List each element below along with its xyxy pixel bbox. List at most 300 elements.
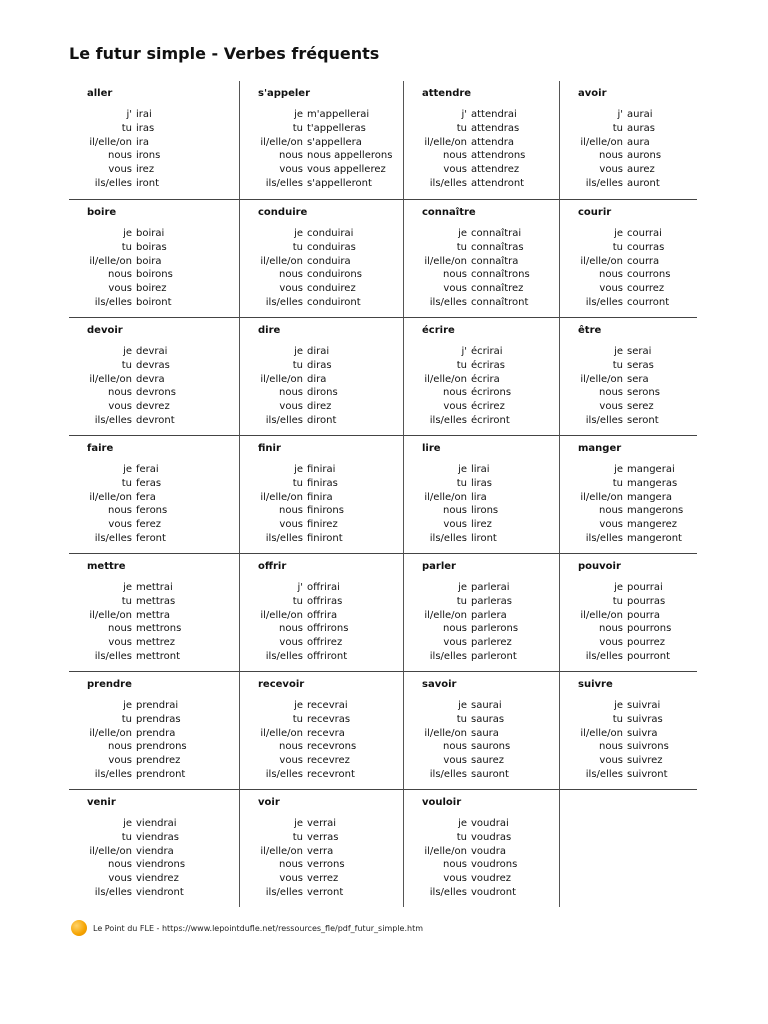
- verb-form: verrai: [307, 818, 337, 829]
- pronoun: nous: [598, 741, 623, 753]
- conjugation-line: [404, 713, 559, 727]
- verb-form: pourra: [627, 609, 660, 621]
- verb-form: lirai: [471, 464, 490, 475]
- verb-form: finiront: [307, 532, 343, 544]
- conjugation-line: [560, 227, 697, 241]
- verb-form: auront: [627, 177, 660, 189]
- verb-form: suivras: [627, 713, 663, 725]
- pronoun: il/elle/on: [580, 136, 623, 148]
- verb-cell: [559, 671, 697, 789]
- verb-form: offrirai: [307, 582, 340, 593]
- verb-form: courrai: [627, 228, 662, 239]
- pronoun: vous: [108, 401, 132, 413]
- conjugation-list: [240, 817, 403, 900]
- conjugation-line: [404, 609, 559, 623]
- verb-form: recevrez: [307, 755, 350, 767]
- conjugation-line: [560, 177, 697, 191]
- verb-form: conduirons: [307, 269, 362, 281]
- pronoun: tu: [456, 713, 467, 725]
- verb-conjugation-grid: [69, 81, 697, 907]
- verb-cell: [239, 81, 403, 199]
- pronoun: je: [458, 818, 467, 829]
- pronoun: ils/elles: [429, 532, 467, 544]
- pronoun: tu: [292, 831, 303, 843]
- pronoun: je: [458, 700, 467, 711]
- conjugation-line: [69, 504, 239, 518]
- pronoun: je: [123, 464, 132, 475]
- verb-form: recevront: [307, 768, 355, 780]
- conjugation-line: [560, 163, 697, 177]
- verb-infinitive: conduire: [258, 207, 308, 218]
- pronoun: vous: [279, 637, 303, 649]
- conjugation-line: [560, 282, 697, 296]
- pronoun: ils/elles: [265, 296, 303, 308]
- conjugation-line: [240, 740, 403, 754]
- verb-infinitive: finir: [258, 443, 281, 454]
- conjugation-line: [404, 108, 559, 122]
- conjugation-line: [240, 122, 403, 136]
- conjugation-line: [404, 268, 559, 282]
- conjugation-line: [560, 149, 697, 163]
- conjugation-line: [69, 754, 239, 768]
- pronoun: j': [126, 109, 132, 120]
- pronoun: il/elle/on: [260, 609, 303, 621]
- verb-form: sera: [627, 373, 649, 385]
- conjugation-line: [404, 872, 559, 886]
- verb-form: conduiront: [307, 296, 361, 308]
- pronoun: tu: [456, 359, 467, 371]
- conjugation-line: [69, 650, 239, 664]
- pronoun: tu: [292, 122, 303, 134]
- pronoun: vous: [443, 164, 467, 176]
- verb-form: suivrai: [627, 700, 661, 711]
- verb-infinitive: mettre: [87, 561, 126, 572]
- conjugation-line: [69, 255, 239, 269]
- pronoun: ils/elles: [94, 532, 132, 544]
- conjugation-line: [404, 845, 559, 859]
- verb-infinitive: prendre: [87, 679, 132, 690]
- conjugation-line: [560, 400, 697, 414]
- conjugation-line: [69, 595, 239, 609]
- conjugation-list: [560, 699, 697, 782]
- verb-infinitive: venir: [87, 797, 116, 808]
- verb-form: voudras: [471, 831, 512, 843]
- verb-infinitive: avoir: [578, 88, 607, 99]
- conjugation-line: [240, 636, 403, 650]
- conjugation-line: [404, 345, 559, 359]
- verb-form: attendrai: [471, 109, 517, 120]
- verb-form: ira: [136, 136, 150, 148]
- conjugation-list: [69, 108, 239, 191]
- verb-form: connaîtrez: [471, 283, 524, 295]
- conjugation-line: [404, 386, 559, 400]
- conjugation-line: [404, 414, 559, 428]
- pronoun: il/elle/on: [424, 136, 467, 148]
- verb-form: liras: [471, 477, 493, 489]
- verb-infinitive: aller: [87, 88, 113, 99]
- verb-form: aurai: [627, 109, 653, 120]
- pronoun: ils/elles: [429, 768, 467, 780]
- verb-form: suivrez: [627, 755, 663, 767]
- pronoun: nous: [107, 623, 132, 635]
- verb-form: écrirez: [471, 401, 505, 413]
- verb-form: t'appelleras: [307, 122, 366, 134]
- pronoun: je: [614, 464, 623, 475]
- conjugation-line: [404, 122, 559, 136]
- verb-infinitive: recevoir: [258, 679, 305, 690]
- verb-form: prendront: [136, 768, 186, 780]
- verb-form: connaîtra: [471, 255, 519, 267]
- conjugation-line: [240, 255, 403, 269]
- pronoun: je: [458, 582, 467, 593]
- verb-form: irai: [136, 109, 152, 120]
- conjugation-line: [560, 532, 697, 546]
- conjugation-line: [560, 622, 697, 636]
- verb-form: devra: [136, 373, 165, 385]
- conjugation-line: [240, 504, 403, 518]
- verb-cell: [403, 199, 559, 317]
- pronoun: je: [294, 346, 303, 357]
- conjugation-line: [560, 373, 697, 387]
- verb-form: parlerez: [471, 637, 512, 649]
- conjugation-line: [69, 177, 239, 191]
- pronoun: vous: [108, 637, 132, 649]
- conjugation-line: [404, 532, 559, 546]
- verb-form: boira: [136, 255, 162, 267]
- verb-form: boirez: [136, 283, 167, 295]
- verb-infinitive: parler: [422, 561, 456, 572]
- pronoun: tu: [121, 122, 132, 134]
- pronoun: vous: [279, 755, 303, 767]
- verb-form: mangera: [627, 491, 672, 503]
- verb-form: finirons: [307, 505, 344, 517]
- verb-infinitive: écrire: [422, 325, 455, 336]
- verb-form: saurai: [471, 700, 502, 711]
- verb-form: mettrai: [136, 582, 173, 593]
- conjugation-list: [404, 463, 559, 546]
- conjugation-line: [404, 886, 559, 900]
- conjugation-line: [240, 858, 403, 872]
- verb-form: serai: [627, 346, 652, 357]
- conjugation-line: [240, 886, 403, 900]
- pronoun: il/elle/on: [424, 609, 467, 621]
- conjugation-line: [404, 768, 559, 782]
- pronoun: je: [123, 818, 132, 829]
- verb-form: suivra: [627, 727, 658, 739]
- conjugation-line: [69, 163, 239, 177]
- verb-form: connaîtrai: [471, 228, 522, 239]
- verb-form: parleront: [471, 650, 517, 662]
- verb-form: conduirez: [307, 283, 356, 295]
- conjugation-list: [404, 345, 559, 428]
- verb-form: mangeras: [627, 477, 678, 489]
- pronoun: j': [461, 109, 467, 120]
- verb-form: attendrez: [471, 164, 520, 176]
- verb-form: mettrez: [136, 637, 176, 649]
- conjugation-line: [560, 491, 697, 505]
- verb-infinitive: manger: [578, 443, 622, 454]
- verb-form: liront: [471, 532, 497, 544]
- conjugation-line: [560, 359, 697, 373]
- verb-infinitive: devoir: [87, 325, 123, 336]
- conjugation-line: [69, 400, 239, 414]
- pronoun: tu: [456, 831, 467, 843]
- conjugation-list: [560, 581, 697, 664]
- verb-form: viendras: [136, 831, 179, 843]
- conjugation-line: [240, 163, 403, 177]
- pronoun: nous: [442, 269, 467, 281]
- pronoun: je: [123, 228, 132, 239]
- pronoun: tu: [121, 241, 132, 253]
- pronoun: nous: [442, 150, 467, 162]
- verb-form: devront: [136, 414, 175, 426]
- pronoun: je: [123, 582, 132, 593]
- pronoun: ils/elles: [265, 768, 303, 780]
- conjugation-line: [69, 532, 239, 546]
- conjugation-list: [69, 463, 239, 546]
- verb-form: courra: [627, 255, 660, 267]
- verb-form: verrez: [307, 873, 339, 885]
- conjugation-line: [240, 831, 403, 845]
- pronoun: tu: [121, 359, 132, 371]
- pronoun: il/elle/on: [424, 845, 467, 857]
- pronoun: vous: [108, 519, 132, 531]
- verb-form: voudrai: [471, 818, 509, 829]
- conjugation-line: [240, 754, 403, 768]
- conjugation-list: [560, 463, 697, 546]
- verb-form: ferai: [136, 464, 159, 475]
- pronoun: il/elle/on: [260, 491, 303, 503]
- page-title: Le futur simple - Verbes fréquents: [69, 44, 380, 63]
- conjugation-line: [404, 359, 559, 373]
- conjugation-line: [240, 136, 403, 150]
- verb-form: mettra: [136, 609, 170, 621]
- verb-cell: [559, 81, 697, 199]
- verb-infinitive: attendre: [422, 88, 472, 99]
- conjugation-line: [69, 296, 239, 310]
- verb-form: pourront: [627, 650, 671, 662]
- verb-form: conduira: [307, 255, 351, 267]
- conjugation-list: [404, 817, 559, 900]
- verb-form: lira: [471, 491, 487, 503]
- pronoun: vous: [279, 401, 303, 413]
- verb-form: offriras: [307, 595, 343, 607]
- conjugation-list: [69, 699, 239, 782]
- verb-cell: [69, 317, 239, 435]
- pronoun: tu: [612, 359, 623, 371]
- pronoun: ils/elles: [94, 886, 132, 898]
- pronoun: vous: [279, 873, 303, 885]
- conjugation-line: [240, 699, 403, 713]
- verb-cell: [69, 789, 239, 907]
- verb-form: suivront: [627, 768, 668, 780]
- pronoun: vous: [108, 873, 132, 885]
- conjugation-line: [240, 108, 403, 122]
- verb-form: dirons: [307, 387, 338, 399]
- pronoun: tu: [456, 241, 467, 253]
- verb-form: serez: [627, 401, 654, 413]
- conjugation-line: [560, 345, 697, 359]
- verb-form: mangerons: [627, 505, 684, 517]
- verb-cell: [559, 199, 697, 317]
- verb-form: prendras: [136, 713, 181, 725]
- verb-form: offrirons: [307, 623, 349, 635]
- conjugation-list: [560, 345, 697, 428]
- conjugation-line: [240, 177, 403, 191]
- conjugation-line: [560, 386, 697, 400]
- conjugation-line: [240, 149, 403, 163]
- verb-infinitive: dire: [258, 325, 281, 336]
- pronoun: nous: [278, 859, 303, 871]
- verb-form: diront: [307, 414, 337, 426]
- pronoun: il/elle/on: [260, 136, 303, 148]
- conjugation-line: [560, 255, 697, 269]
- verb-cell: [239, 789, 403, 907]
- conjugation-line: [69, 817, 239, 831]
- pronoun: vous: [108, 283, 132, 295]
- conjugation-line: [240, 532, 403, 546]
- conjugation-line: [404, 255, 559, 269]
- verb-form: saurez: [471, 755, 504, 767]
- conjugation-line: [240, 595, 403, 609]
- conjugation-line: [69, 227, 239, 241]
- verb-cell: [69, 435, 239, 553]
- verb-form: auras: [627, 122, 655, 134]
- verb-cell: [559, 553, 697, 671]
- verb-form: mettras: [136, 595, 176, 607]
- conjugation-list: [240, 699, 403, 782]
- verb-infinitive: vouloir: [422, 797, 462, 808]
- conjugation-line: [69, 386, 239, 400]
- conjugation-line: [404, 518, 559, 532]
- pronoun: vous: [599, 401, 623, 413]
- conjugation-line: [240, 817, 403, 831]
- conjugation-line: [404, 491, 559, 505]
- verb-form: voudrons: [471, 859, 518, 871]
- verb-form: parlera: [471, 609, 507, 621]
- verb-form: saurons: [471, 741, 511, 753]
- conjugation-line: [240, 345, 403, 359]
- pronoun: je: [294, 818, 303, 829]
- verb-form: vous appellerez: [307, 164, 386, 176]
- pronoun: nous: [442, 741, 467, 753]
- conjugation-line: [69, 518, 239, 532]
- verb-form: prendrons: [136, 741, 187, 753]
- conjugation-line: [404, 754, 559, 768]
- conjugation-line: [404, 636, 559, 650]
- conjugation-line: [560, 609, 697, 623]
- conjugation-line: [240, 400, 403, 414]
- verb-form: s'appellera: [307, 136, 362, 148]
- footer-source-link[interactable]: Le Point du FLE - https://www.lepointdufle.net/ressources_fle/pdf_futur_simple.htm: [93, 923, 423, 933]
- verb-form: aurons: [627, 150, 662, 162]
- conjugation-list: [404, 581, 559, 664]
- conjugation-line: [560, 504, 697, 518]
- pronoun: j': [461, 346, 467, 357]
- verb-form: écriras: [471, 359, 505, 371]
- conjugation-line: [69, 713, 239, 727]
- verb-infinitive: s'appeler: [258, 88, 311, 99]
- pronoun: il/elle/on: [89, 373, 132, 385]
- conjugation-line: [404, 622, 559, 636]
- verb-infinitive: lire: [422, 443, 441, 454]
- pronoun: vous: [443, 637, 467, 649]
- verb-form: irez: [136, 164, 155, 176]
- conjugation-line: [404, 504, 559, 518]
- pronoun: tu: [292, 477, 303, 489]
- verb-form: verra: [307, 845, 334, 857]
- conjugation-line: [240, 713, 403, 727]
- verb-form: offrirez: [307, 637, 343, 649]
- pronoun: nous: [278, 387, 303, 399]
- verb-form: conduirai: [307, 228, 354, 239]
- verb-form: devras: [136, 359, 170, 371]
- conjugation-list: [240, 227, 403, 310]
- conjugation-line: [240, 845, 403, 859]
- verb-cell: [239, 317, 403, 435]
- verb-form: prendrez: [136, 755, 181, 767]
- conjugation-line: [404, 595, 559, 609]
- conjugation-line: [560, 268, 697, 282]
- pronoun: il/elle/on: [89, 845, 132, 857]
- conjugation-line: [560, 595, 697, 609]
- conjugation-line: [404, 858, 559, 872]
- conjugation-line: [560, 136, 697, 150]
- conjugation-line: [404, 227, 559, 241]
- conjugation-line: [69, 359, 239, 373]
- pronoun: nous: [278, 505, 303, 517]
- pronoun: il/elle/on: [260, 373, 303, 385]
- conjugation-line: [69, 282, 239, 296]
- conjugation-line: [560, 636, 697, 650]
- pronoun: nous: [598, 505, 623, 517]
- conjugation-line: [560, 518, 697, 532]
- conjugation-line: [69, 727, 239, 741]
- verb-form: parlerons: [471, 623, 519, 635]
- conjugation-line: [240, 727, 403, 741]
- verb-form: devrez: [136, 401, 170, 413]
- pronoun: j': [617, 109, 623, 120]
- conjugation-line: [404, 177, 559, 191]
- verb-form: nous appellerons: [307, 150, 393, 162]
- conjugation-line: [560, 768, 697, 782]
- verb-cell: [239, 553, 403, 671]
- pronoun: vous: [108, 755, 132, 767]
- conjugation-line: [560, 108, 697, 122]
- pronoun: ils/elles: [94, 650, 132, 662]
- pronoun: nous: [278, 623, 303, 635]
- verb-infinitive: boire: [87, 207, 117, 218]
- verb-form: attendra: [471, 136, 515, 148]
- verb-form: écrirai: [471, 346, 503, 357]
- verb-form: mangerai: [627, 464, 675, 475]
- conjugation-list: [404, 227, 559, 310]
- pronoun: vous: [279, 164, 303, 176]
- conjugation-line: [69, 122, 239, 136]
- conjugation-line: [240, 768, 403, 782]
- conjugation-line: [404, 241, 559, 255]
- verb-form: finirez: [307, 519, 338, 531]
- conjugation-line: [69, 740, 239, 754]
- pronoun: tu: [121, 713, 132, 725]
- conjugation-line: [240, 241, 403, 255]
- pronoun: j': [297, 582, 303, 593]
- pronoun: il/elle/on: [89, 491, 132, 503]
- conjugation-list: [240, 345, 403, 428]
- pronoun: il/elle/on: [580, 609, 623, 621]
- conjugation-line: [69, 477, 239, 491]
- conjugation-line: [69, 136, 239, 150]
